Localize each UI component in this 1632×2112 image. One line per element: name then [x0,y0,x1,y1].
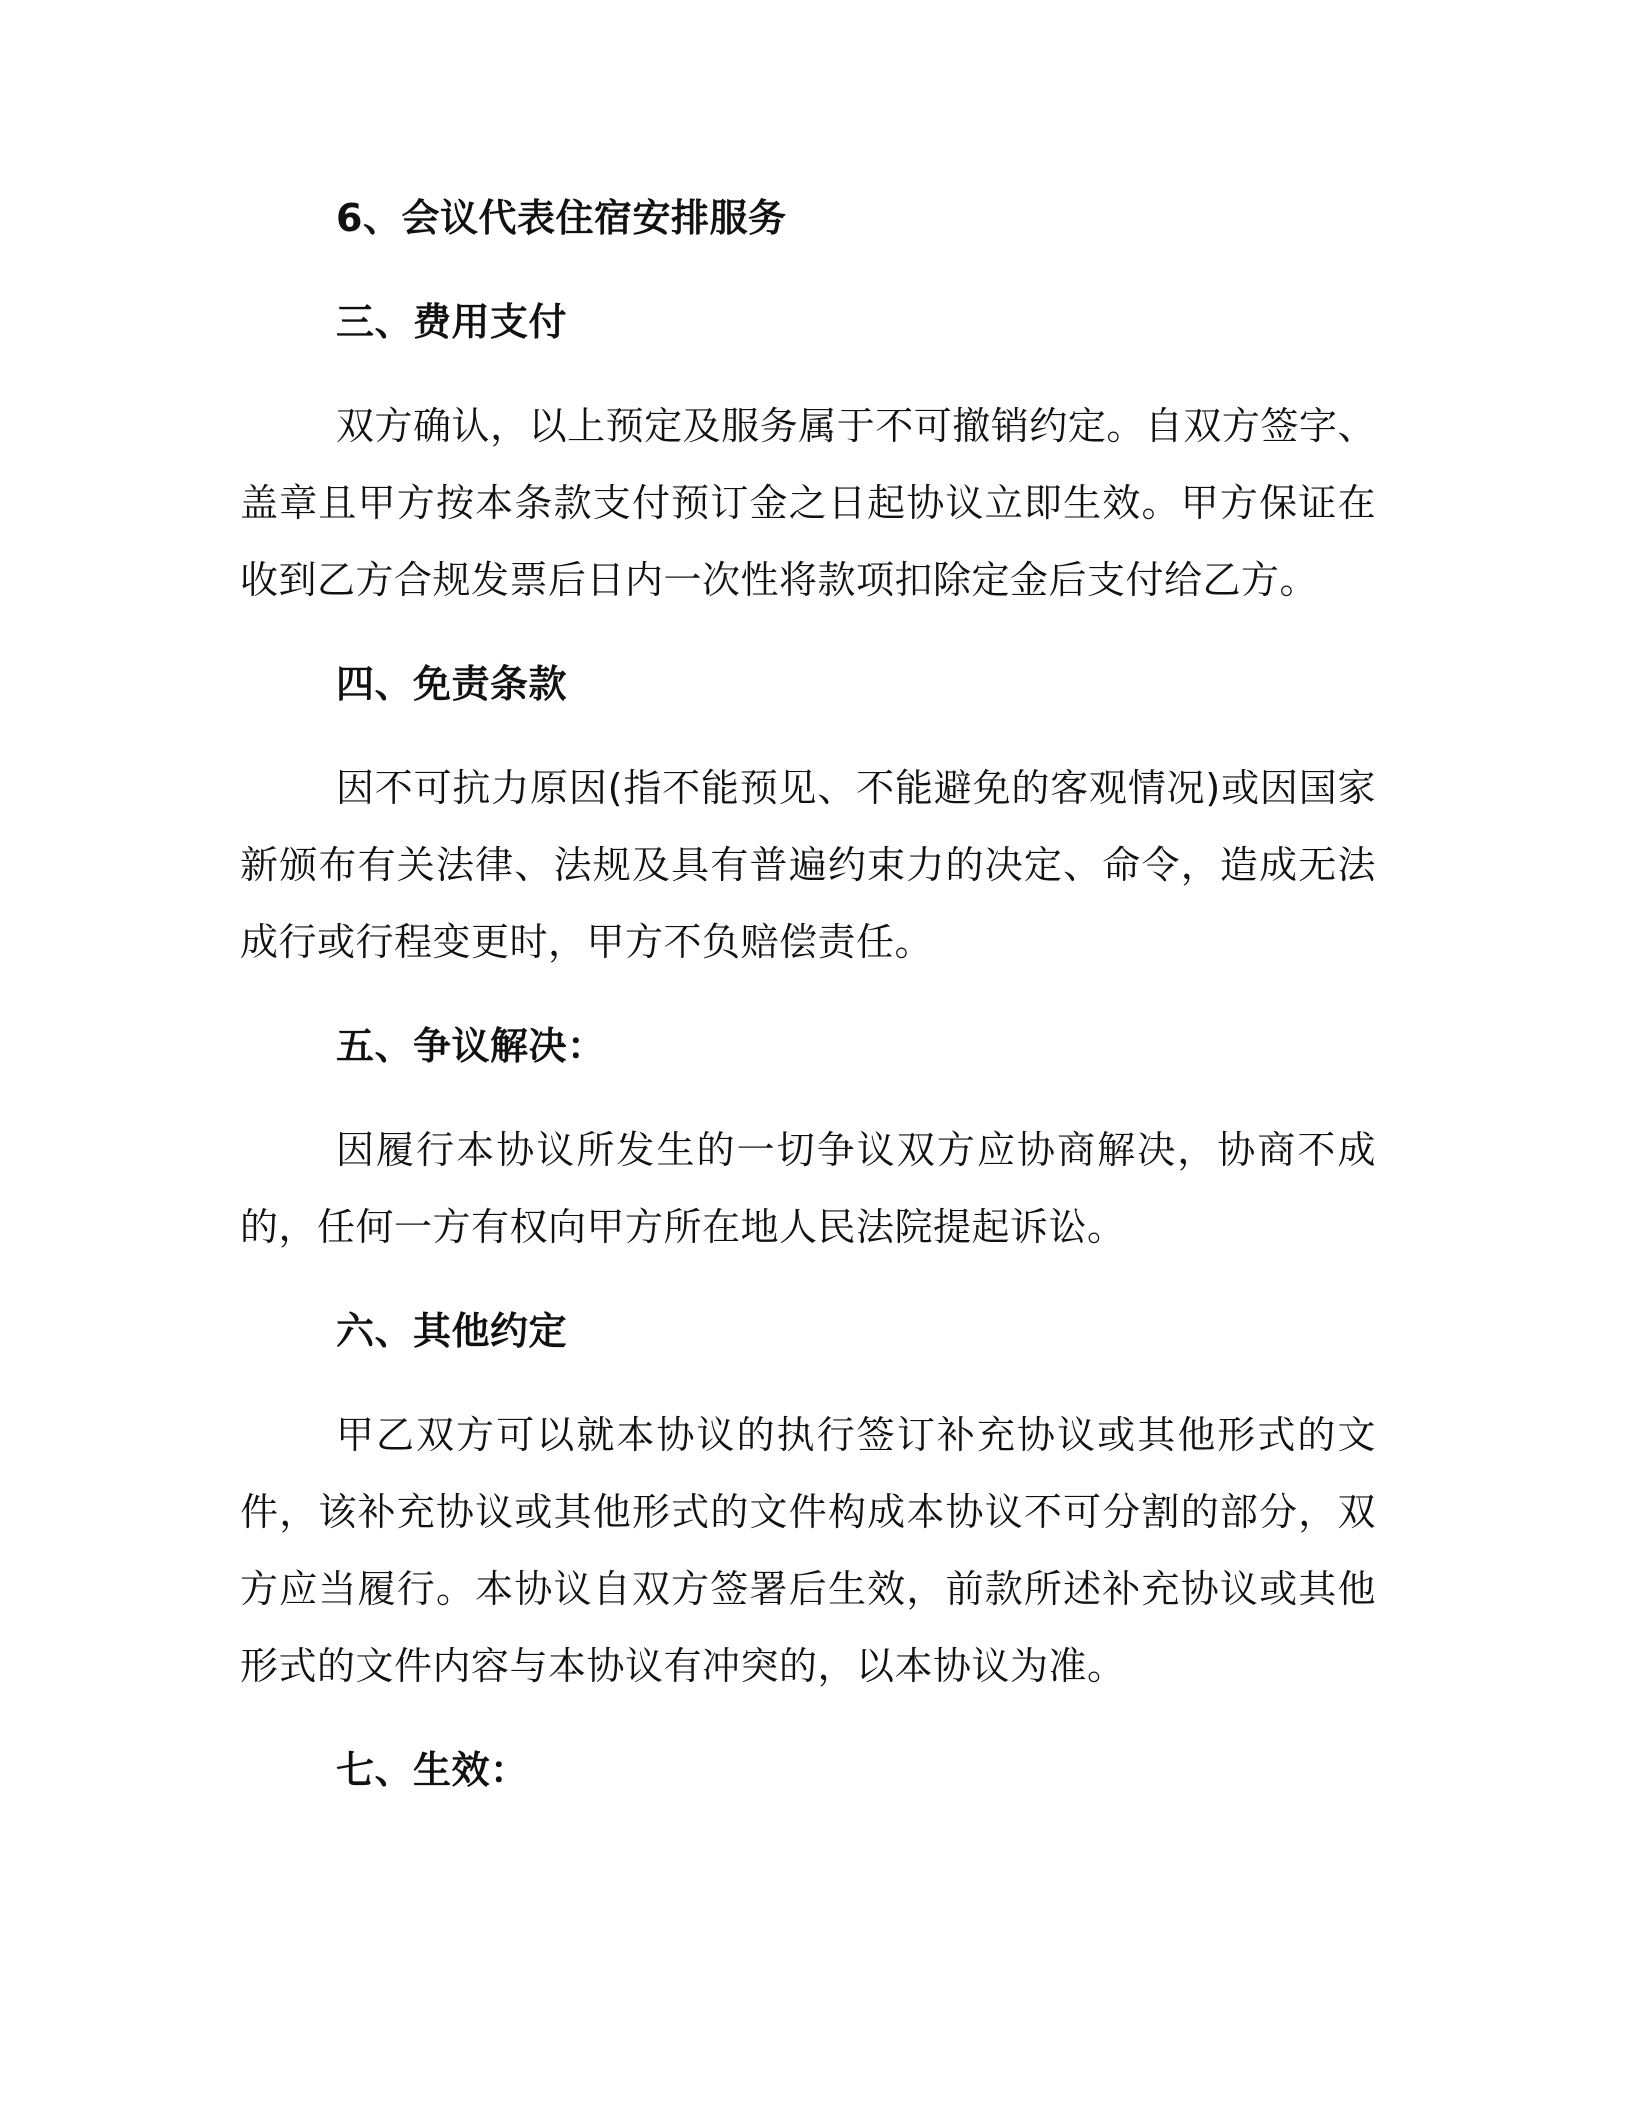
paragraph-dispute: 因履行本协议所发生的一切争议双方应协商解决，协商不成的，任何一方有权向甲方所在地人民法院提起诉讼。 [240,1128,1376,1249]
paragraph-other-terms: 甲乙双方可以就本协议的执行签订补充协议或其他形式的文件，该补充协议或其他形式的文件构成本协议不可分割的部分，双方应当履行。本协议自双方签署后生效，前款所述补充协议或其他形式的文件内容与本协议有冲突的，以本协议为准。 [240,1413,1376,1688]
item-accommodation-service: 6、会议代表住宿安排服务 [336,196,787,240]
section-heading-dispute: 五、争议解决： [336,1024,606,1068]
paragraph-disclaimer: 因不可抗力原因(指不能预见、不能避免的客观情况)或因国家新颁布有关法律、法规及具有普遍约束力的决定、命令，造成无法成行或行程变更时，甲方不负赔偿责任。 [240,766,1376,964]
section-heading-disclaimer: 四、免责条款 [336,662,568,706]
document-body [240,180,1376,1836]
section-heading-payment: 三、费用支付 [336,300,568,344]
paragraph-payment: 双方确认，以上预定及服务属于不可撤销约定。自双方签字、盖章且甲方按本条款支付预订金之日起协议立即生效。甲方保证在收到乙方合规发票后日内一次性将款项扣除定金后支付给乙方。 [240,404,1376,602]
section-heading-effectiveness: 七、生效： [336,1748,529,1792]
section-heading-other-terms: 六、其他约定 [336,1309,568,1353]
